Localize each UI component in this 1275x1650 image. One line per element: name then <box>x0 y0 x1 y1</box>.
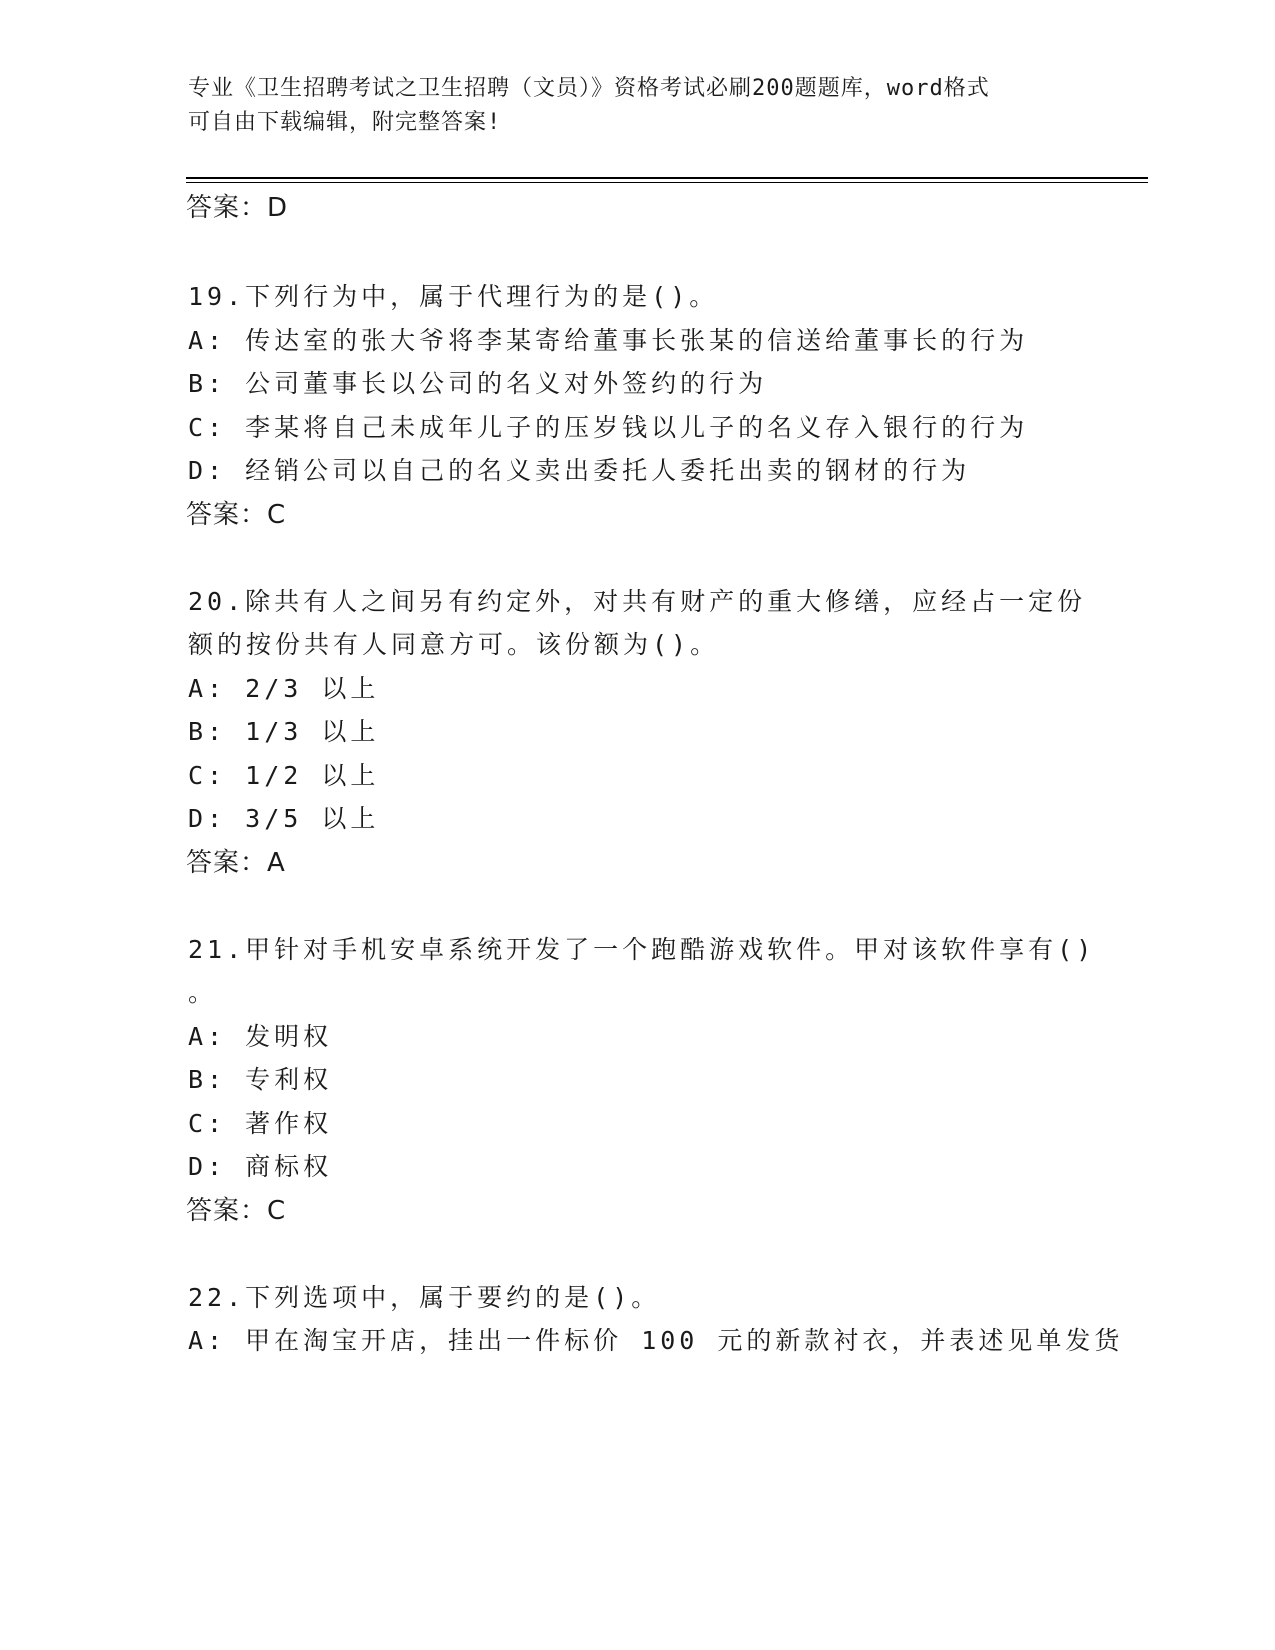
header-line-1: 专业《卫生招聘考试之卫生招聘（文员）》资格考试必刷200题题库，word格式 <box>188 76 990 101</box>
question-21-answer: 答案：C <box>186 1196 287 1226</box>
question-20-stem-line-2: 额的按份共有人同意方可。该份额为()。 <box>188 630 720 659</box>
question-20-option-b: B: 1/3 以上 <box>188 717 380 746</box>
question-21-option-a: A: 发明权 <box>188 1022 333 1051</box>
question-20-option-d: D: 3/5 以上 <box>188 804 380 833</box>
question-20-option-a: A: 2/3 以上 <box>188 674 380 703</box>
question-19-option-c: C: 李某将自己未成年儿子的压岁钱以儿子的名义存入银行的行为 <box>188 413 1029 442</box>
question-19-option-b: B: 公司董事长以公司的名义对外签约的行为 <box>188 369 768 398</box>
question-21-option-d: D: 商标权 <box>188 1152 333 1181</box>
answer-prev: 答案：D <box>186 193 289 223</box>
header-divider <box>186 177 1148 179</box>
question-21-option-c: C: 著作权 <box>188 1109 333 1138</box>
question-21-stem-line-2: 。 <box>188 978 218 1007</box>
question-20-answer: 答案：A <box>186 848 286 878</box>
header-line-2: 可自由下载编辑，附完整答案! <box>188 110 502 135</box>
question-19-option-d: D: 经销公司以自己的名义卖出委托人委托出卖的钢材的行为 <box>188 456 971 485</box>
header-divider-thin <box>186 182 1148 183</box>
question-22-option-a: A: 甲在淘宝开店，挂出一件标价 100 元的新款衬衣，并表述见单发货 <box>188 1326 1124 1355</box>
question-22-stem: 22.下列选项中，属于要约的是()。 <box>188 1283 661 1312</box>
question-20-stem-line-1: 20.除共有人之间另有约定外，对共有财产的重大修缮，应经占一定份 <box>188 587 1087 616</box>
question-19-answer: 答案：C <box>186 500 287 530</box>
question-19-option-a: A: 传达室的张大爷将李某寄给董事长张某的信送给董事长的行为 <box>188 326 1029 355</box>
question-21-stem-line-1: 21.甲针对手机安卓系统开发了一个跑酷游戏软件。甲对该软件享有() <box>188 935 1096 964</box>
question-20-option-c: C: 1/2 以上 <box>188 761 380 790</box>
question-19-stem: 19.下列行为中，属于代理行为的是()。 <box>188 282 719 311</box>
document-header <box>188 72 1088 140</box>
question-21-option-b: B: 专利权 <box>188 1065 333 1094</box>
